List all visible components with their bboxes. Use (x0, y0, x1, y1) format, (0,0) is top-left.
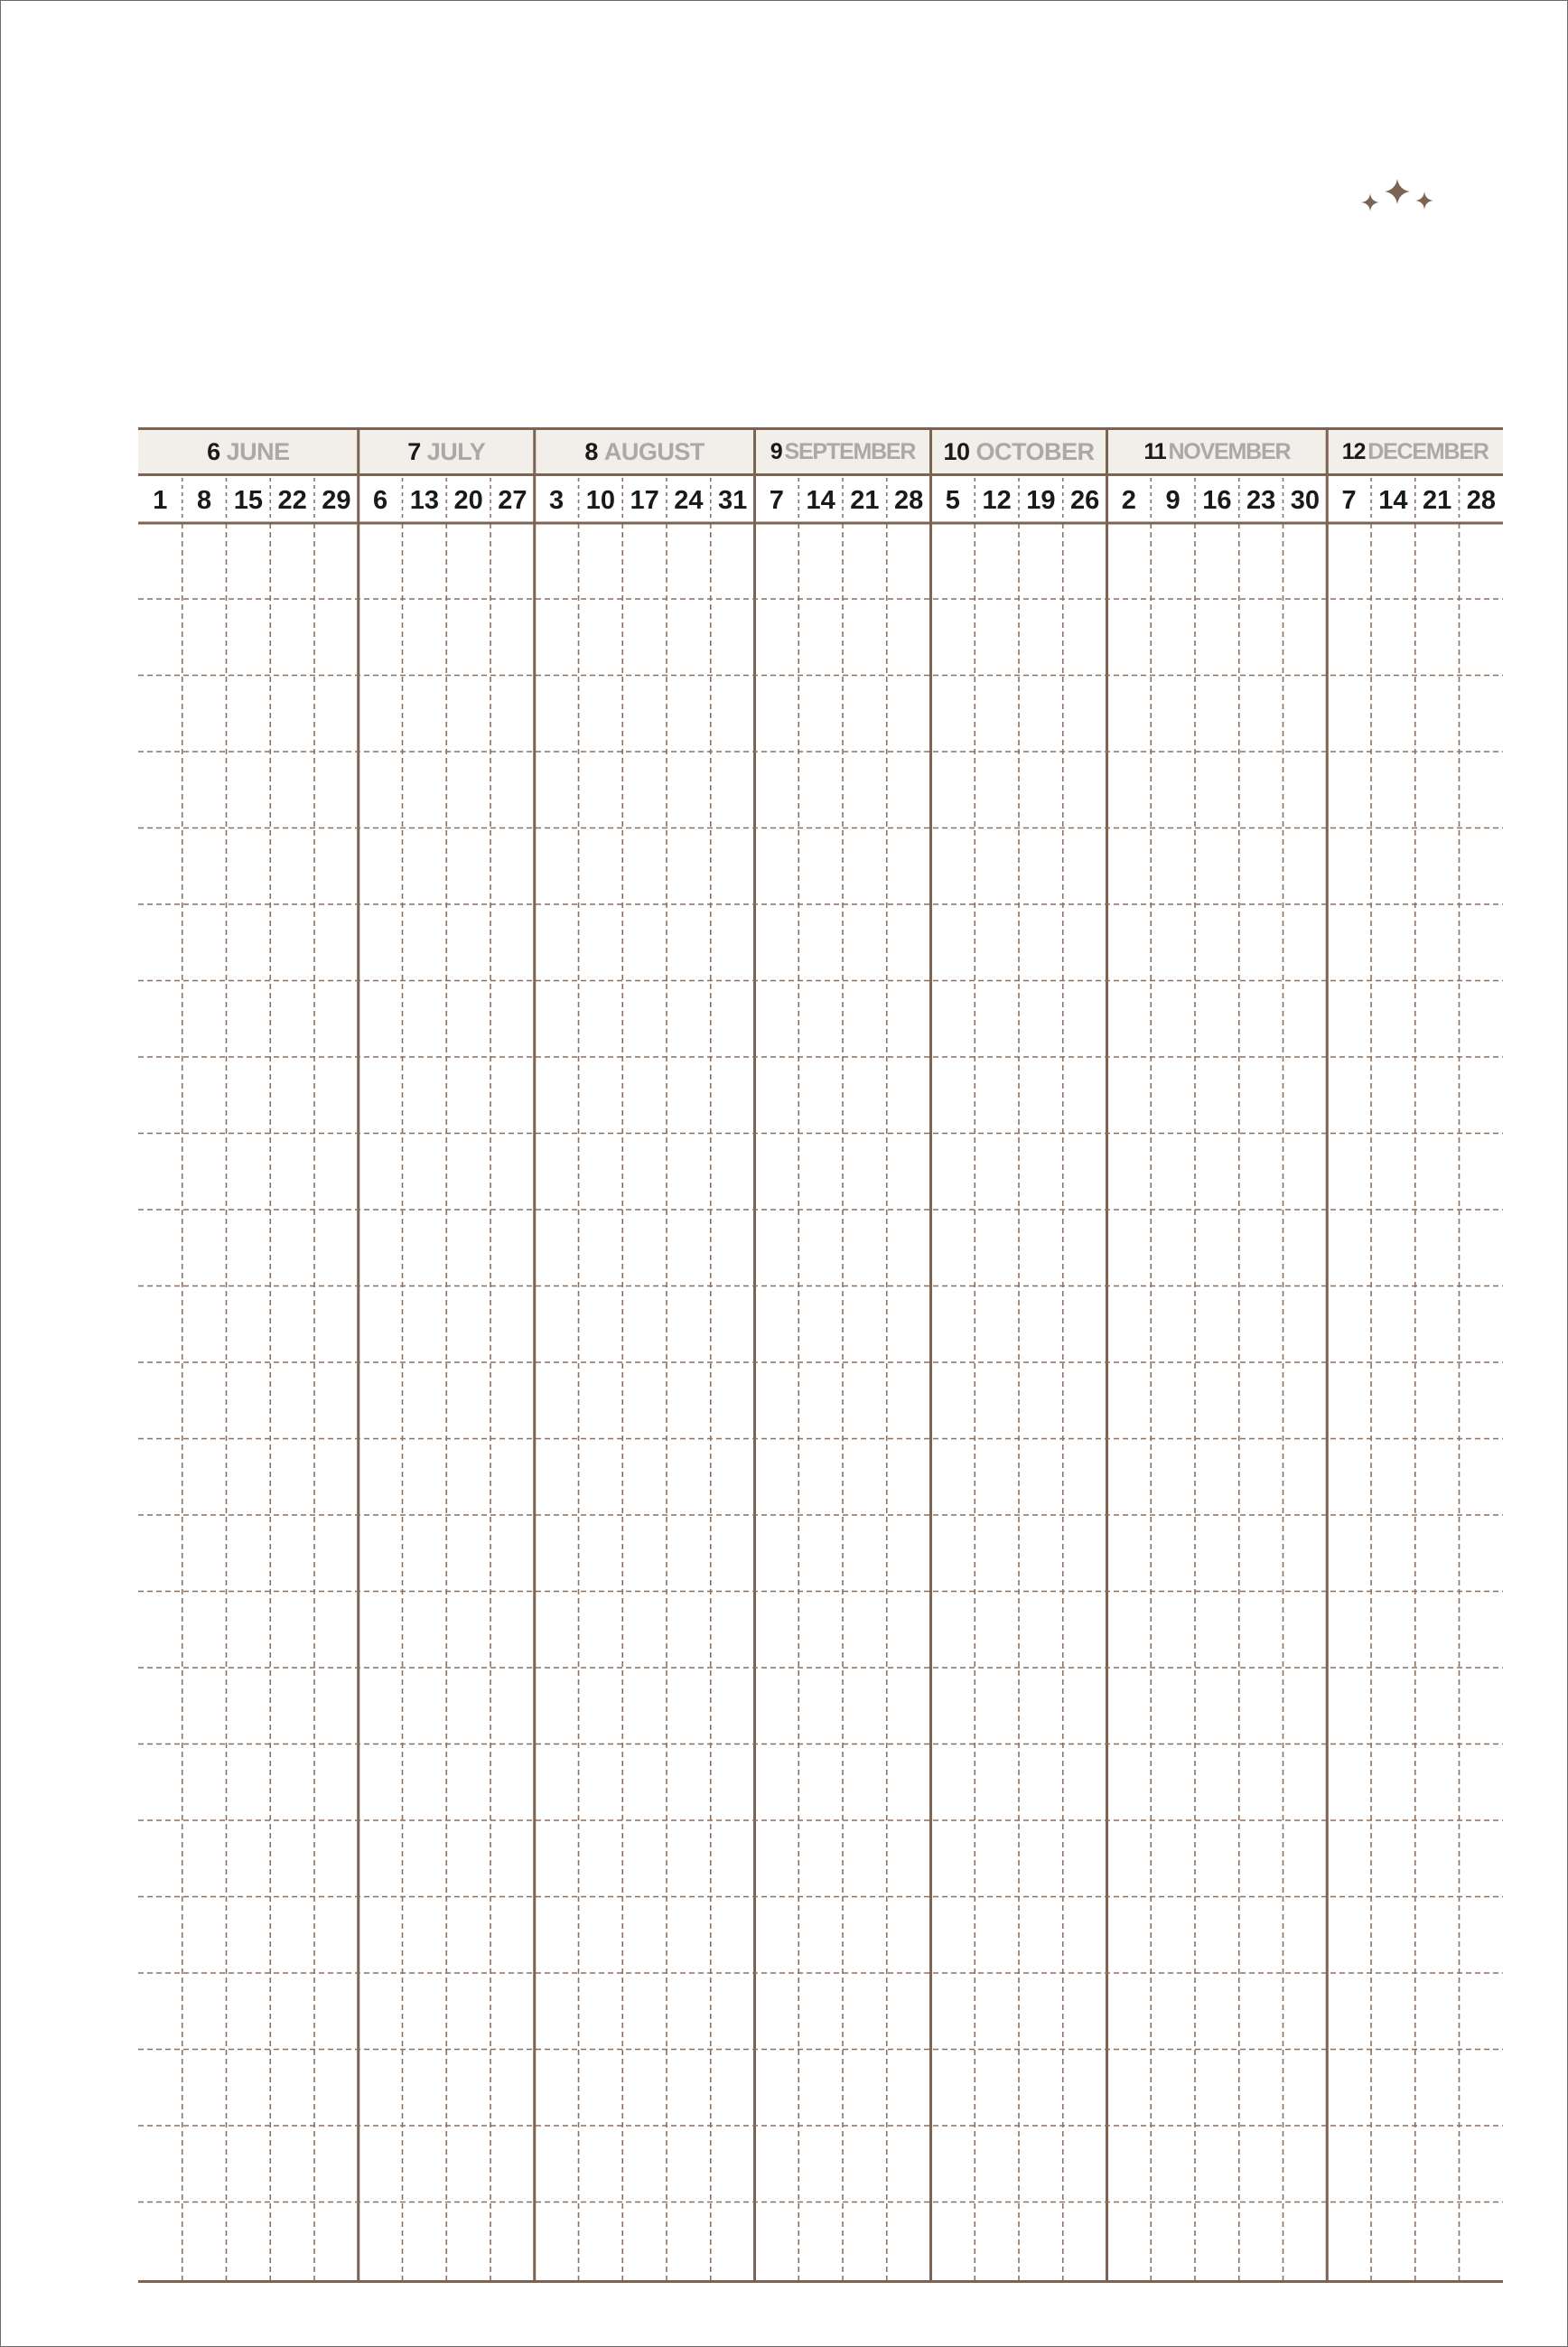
week-start-date: 21 (850, 485, 880, 515)
month-header-september (755, 430, 931, 473)
week-start-date: 22 (277, 485, 307, 515)
week-start-date: 14 (806, 485, 835, 515)
week-start-date: 13 (409, 485, 439, 515)
month-name: NOVEMBER (1168, 438, 1291, 464)
week-start-date: 26 (1069, 485, 1100, 515)
month-header-august (535, 430, 755, 473)
month-header-october (931, 430, 1107, 473)
month-number: 9 (770, 438, 782, 464)
month-name: OCTOBER (975, 437, 1095, 465)
week-start-date: 28 (1466, 485, 1496, 515)
week-start-date: 7 (1341, 485, 1357, 515)
sparkle-center-icon (1385, 179, 1410, 204)
week-start-date: 30 (1290, 485, 1320, 515)
week-start-date: 21 (1422, 485, 1452, 515)
week-start-date: 31 (717, 485, 748, 515)
sparkle-left-icon (1361, 193, 1379, 211)
month-number: 6 (207, 437, 220, 465)
month-name: JUNE (226, 437, 290, 465)
month-header-november (1107, 430, 1328, 473)
week-start-date: 12 (982, 485, 1012, 515)
half-year-planner-grid (138, 427, 1503, 2283)
week-start-date: 1 (153, 485, 168, 515)
week-start-date: 23 (1246, 485, 1276, 515)
week-start-date: 27 (498, 485, 527, 515)
week-start-date: 9 (1165, 485, 1181, 515)
month-name: DECEMBER (1367, 438, 1489, 464)
month-number: 7 (407, 437, 421, 465)
week-start-date: 16 (1202, 485, 1232, 515)
week-start-date: 28 (893, 485, 924, 515)
week-start-date: 7 (769, 485, 784, 515)
week-start-date: 17 (630, 485, 659, 515)
month-name: AUGUST (603, 437, 705, 465)
week-start-date: 24 (674, 485, 704, 515)
month-header-june (138, 430, 359, 473)
month-header-july (359, 430, 535, 473)
month-name: JULY (426, 437, 486, 465)
month-number: 8 (584, 437, 598, 465)
week-start-date: 14 (1378, 485, 1408, 515)
week-start-date: 20 (453, 485, 483, 515)
month-number: 10 (943, 437, 970, 465)
week-start-date: 2 (1121, 485, 1136, 515)
sparkle-right-icon (1415, 192, 1433, 210)
grid-lines (138, 427, 1503, 2283)
week-start-date: 19 (1026, 485, 1056, 515)
month-header-december (1327, 430, 1503, 473)
week-start-date: 6 (373, 485, 388, 515)
week-start-date: 10 (585, 485, 615, 515)
month-number: 11 (1143, 438, 1166, 464)
sparkles-icon (1359, 177, 1436, 224)
week-start-date: 8 (197, 485, 212, 515)
week-start-date: 29 (322, 485, 351, 515)
month-name: SEPTEMBER (784, 438, 916, 464)
week-start-date: 5 (945, 485, 960, 515)
month-number: 12 (1341, 438, 1366, 464)
week-start-date: 15 (233, 485, 263, 515)
week-start-date: 3 (549, 485, 565, 515)
